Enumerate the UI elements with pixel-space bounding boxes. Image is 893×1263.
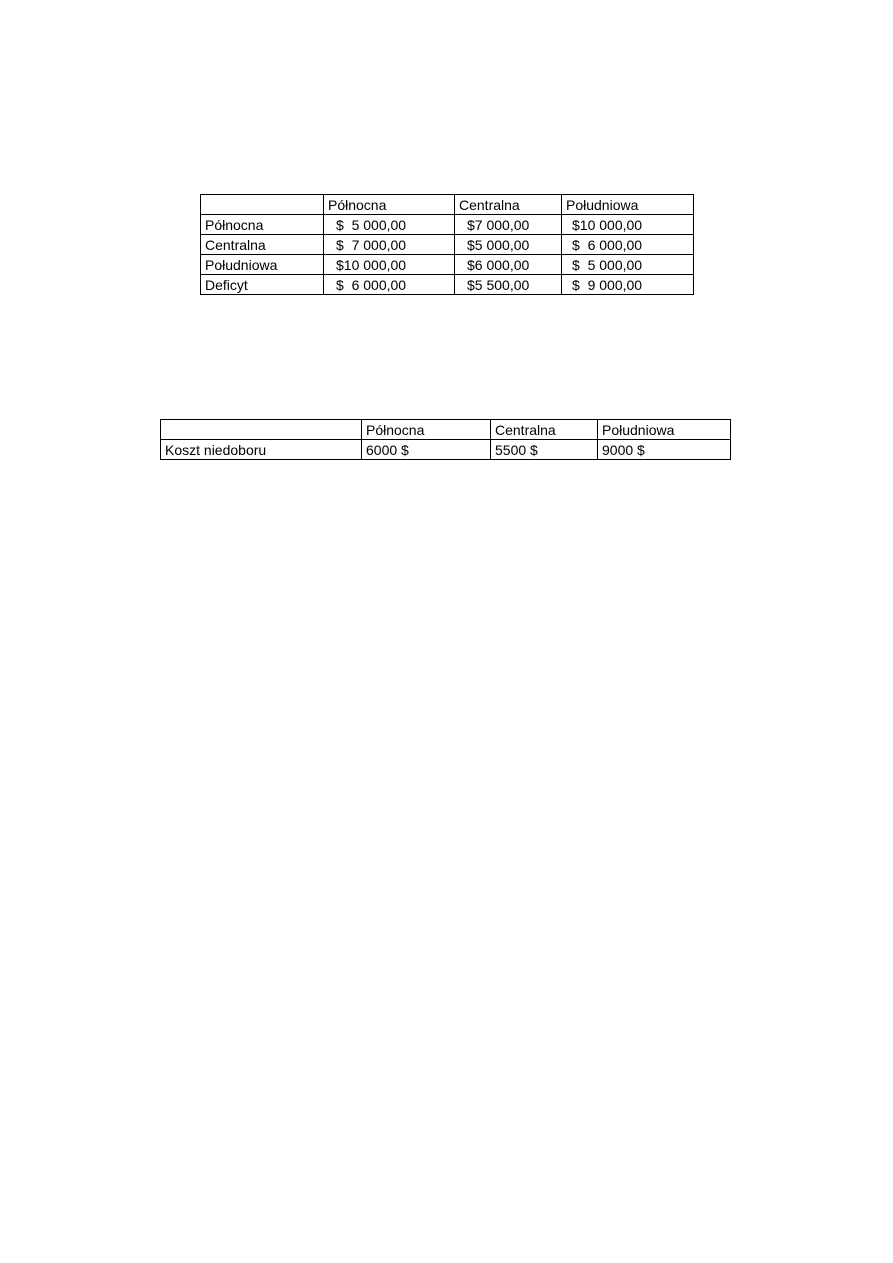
- header-cell: Południowa: [598, 420, 731, 440]
- table-cell: [324, 275, 455, 295]
- cost-table: [200, 194, 694, 295]
- table-row: [161, 440, 731, 460]
- table-row: [201, 215, 694, 235]
- cell-value: $6 000,00: [467, 257, 530, 273]
- table-row: [201, 275, 694, 295]
- table-row: [201, 255, 694, 275]
- row-label: Centralna: [201, 235, 324, 255]
- row-label: Deficyt: [201, 275, 324, 295]
- cell-value: $10 000,00: [336, 257, 407, 273]
- cell-value: $ 7 000,00: [336, 237, 407, 253]
- cell-value: $5 500,00: [467, 277, 530, 293]
- table-cell: [455, 275, 562, 295]
- cell-value: $10 000,00: [572, 217, 643, 233]
- cell-value: $ 5 000,00: [572, 257, 643, 273]
- cell-value: $ 6 000,00: [572, 237, 643, 253]
- table-cell: 5500 $: [491, 440, 598, 460]
- header-cell: Północna: [362, 420, 491, 440]
- table-cell: [455, 215, 562, 235]
- header-cell: Północna: [324, 195, 455, 215]
- row-label: Południowa: [201, 255, 324, 275]
- table-cell: [562, 235, 694, 255]
- table-cell: [562, 215, 694, 235]
- table-cell: [562, 275, 694, 295]
- table-cell: 6000 $: [362, 440, 491, 460]
- shortage-cost-table: [160, 419, 731, 460]
- cell-value: $ 5 000,00: [336, 217, 407, 233]
- table-cell: [455, 235, 562, 255]
- cell-value: $7 000,00: [467, 217, 530, 233]
- header-cell: Centralna: [491, 420, 598, 440]
- header-cell: Południowa: [562, 195, 694, 215]
- header-cell-empty: [201, 195, 324, 215]
- header-cell: Centralna: [455, 195, 562, 215]
- header-cell-empty: [161, 420, 362, 440]
- cell-value: $ 6 000,00: [336, 277, 407, 293]
- table-cell: [324, 255, 455, 275]
- table-cell: [562, 255, 694, 275]
- cell-value: $5 000,00: [467, 237, 530, 253]
- cell-value: $ 9 000,00: [572, 277, 643, 293]
- table-cell: [324, 215, 455, 235]
- table-row: [201, 235, 694, 255]
- table-header-row: [161, 420, 731, 440]
- table-cell: 9000 $: [598, 440, 731, 460]
- table-cell: [324, 235, 455, 255]
- row-label: Koszt niedoboru: [161, 440, 362, 460]
- table-cell: [455, 255, 562, 275]
- row-label: Północna: [201, 215, 324, 235]
- table-header-row: [201, 195, 694, 215]
